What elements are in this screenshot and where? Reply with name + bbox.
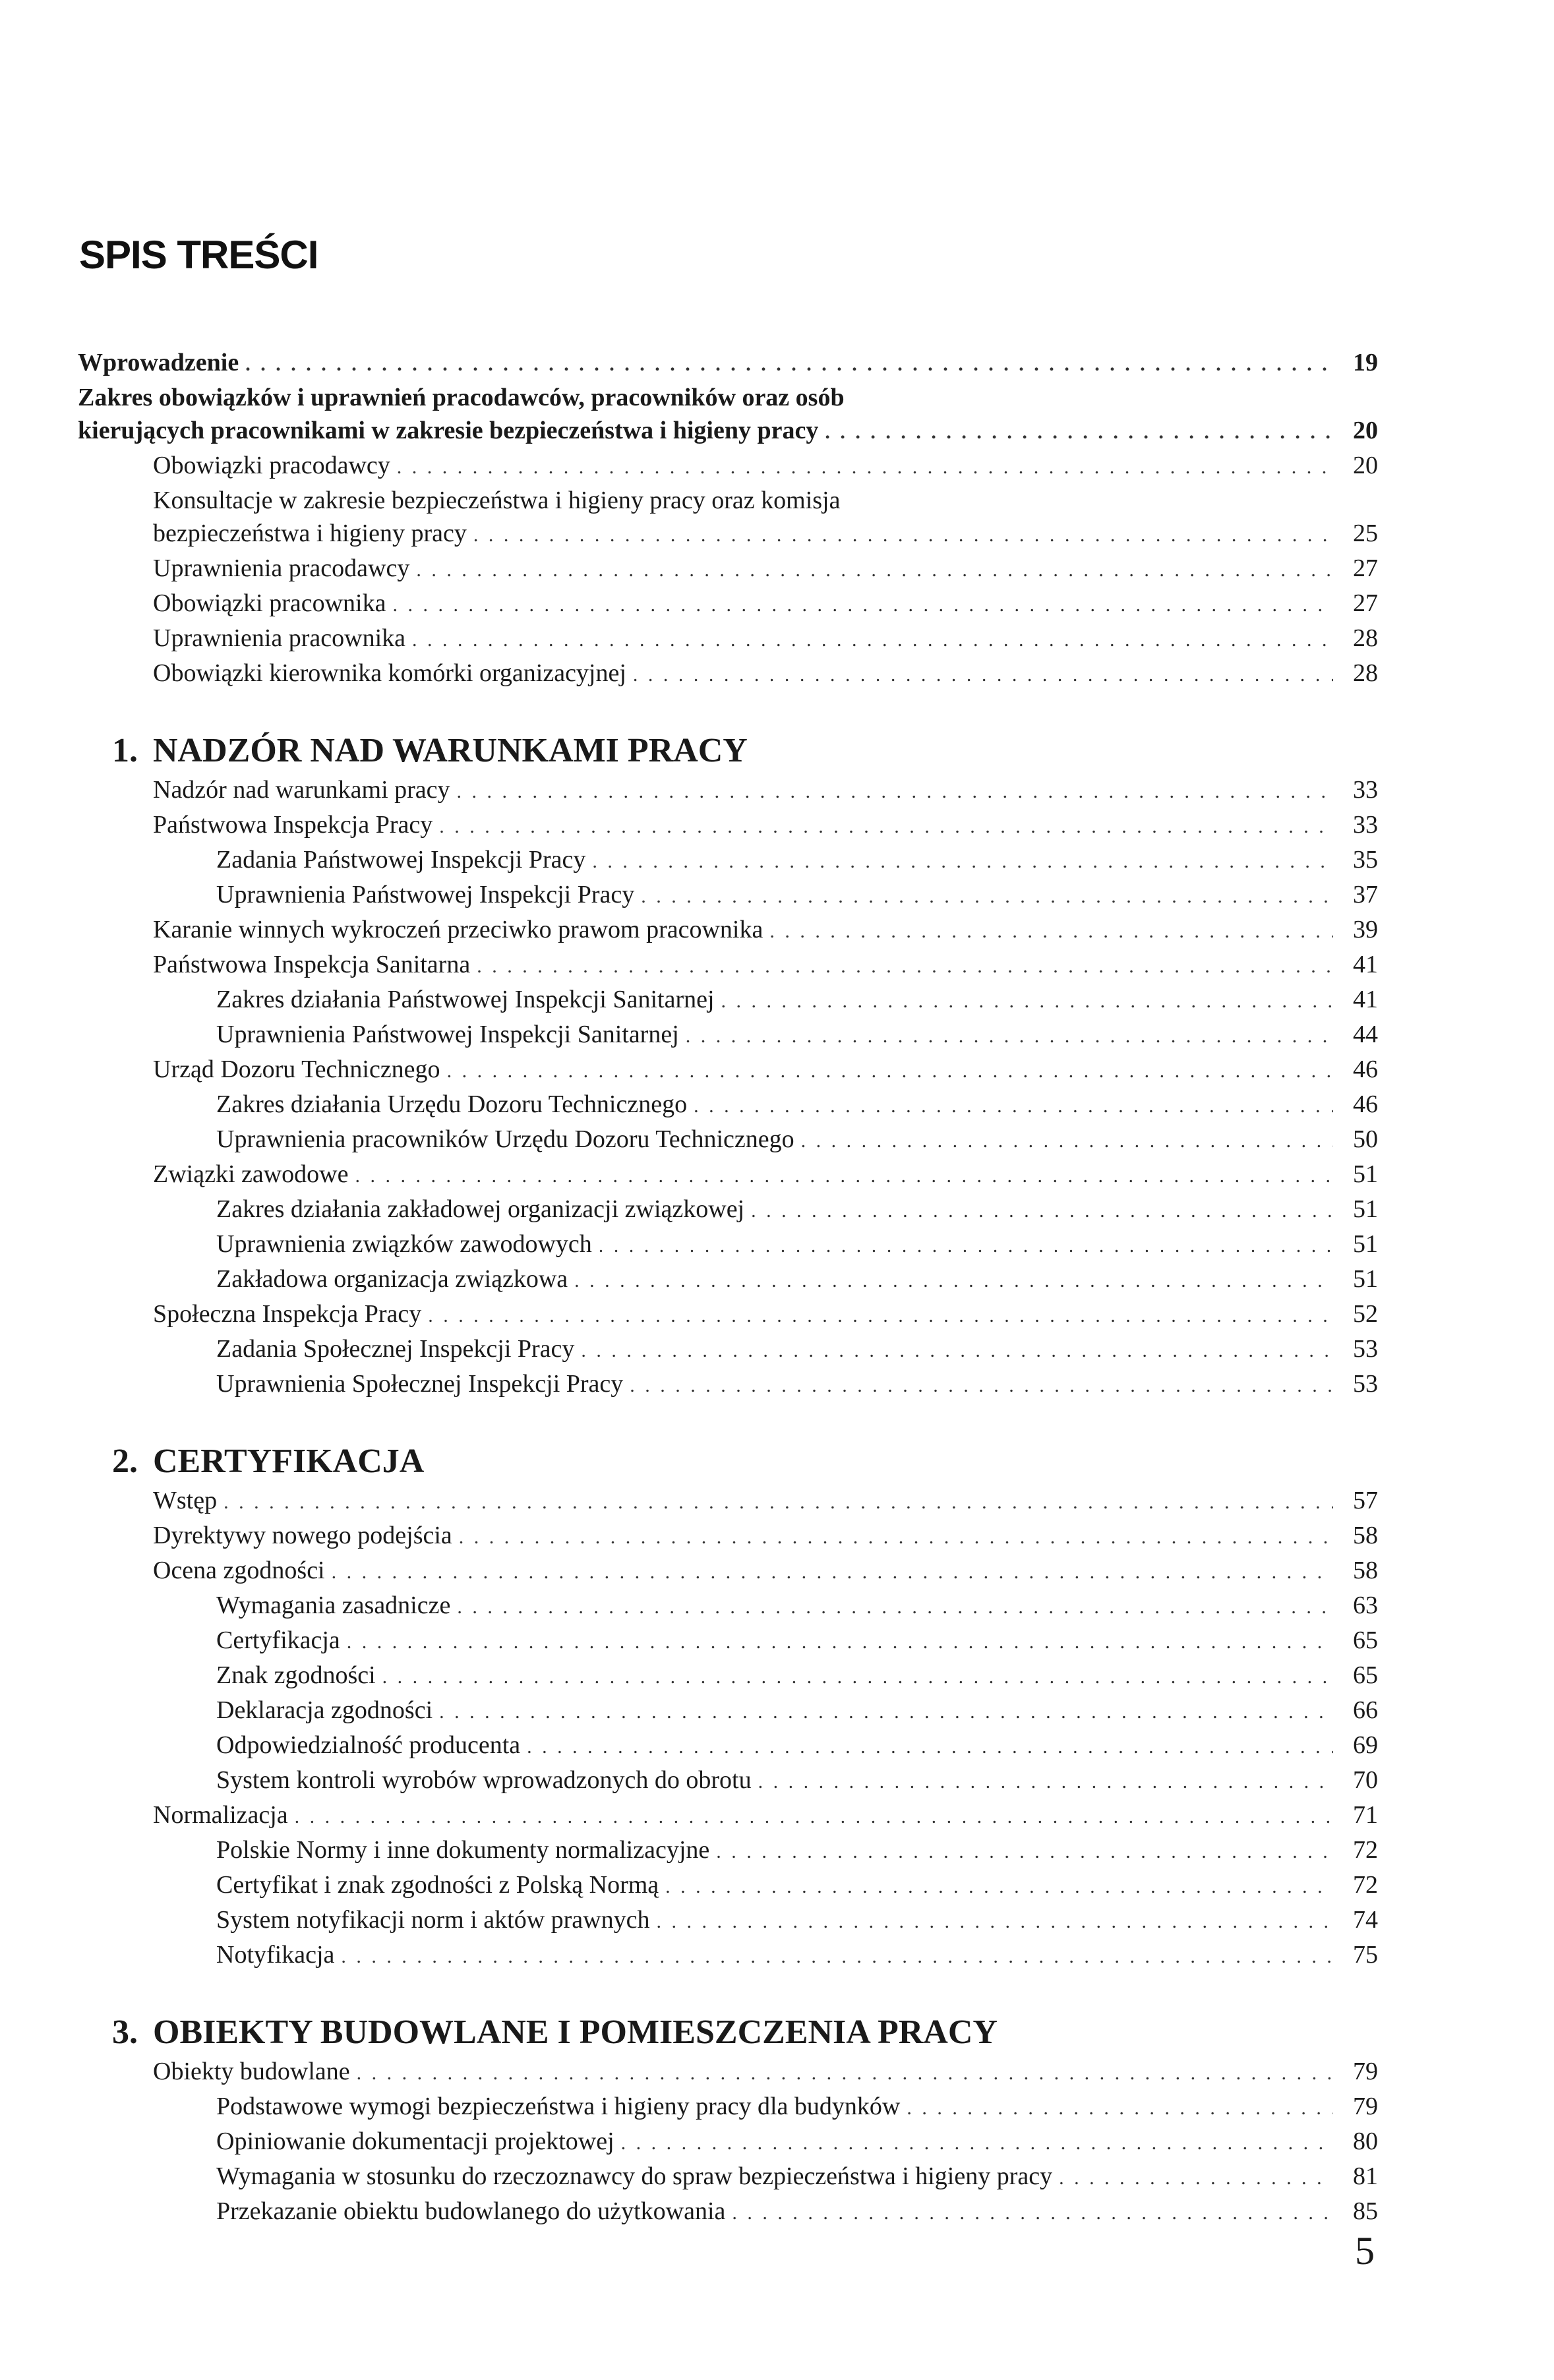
toc-entry bbox=[78, 1589, 1378, 1624]
toc-entry-label: Zakres działania Urzędu Dozoru Technicznego bbox=[216, 1090, 688, 1118]
dot-leader bbox=[599, 1230, 1333, 1263]
toc-entry bbox=[78, 1053, 1378, 1088]
dot-leader bbox=[769, 915, 1333, 948]
toc-page-number: 33 bbox=[1353, 776, 1378, 804]
dot-leader bbox=[412, 624, 1333, 657]
toc-entry bbox=[78, 948, 1378, 983]
toc-page-number: 41 bbox=[1353, 951, 1378, 978]
toc-entry bbox=[78, 1297, 1378, 1332]
toc-entry bbox=[78, 1228, 1378, 1263]
dot-leader bbox=[641, 880, 1333, 913]
toc-entry bbox=[78, 1018, 1378, 1053]
toc-page-number: 19 bbox=[1353, 349, 1378, 376]
toc-entry-label: Zakładowa organizacja związkowa bbox=[216, 1265, 568, 1293]
toc-entry-label: Urząd Dozoru Technicznego bbox=[153, 1056, 440, 1083]
toc-entry-label: Deklaracja zgodności bbox=[216, 1696, 433, 1724]
chapter-title: CERTYFIKACJA bbox=[153, 1443, 425, 1480]
toc-entry bbox=[78, 1263, 1378, 1297]
toc-entry bbox=[78, 1554, 1378, 1589]
toc-entry-label: Uprawnienia Państwowej Inspekcji Pracy bbox=[216, 881, 635, 908]
toc-page-number: 37 bbox=[1353, 881, 1378, 908]
toc-entry-label: Konsultacje w zakresie bezpieczeństwa i higieny pracy oraz komisja bbox=[153, 487, 841, 514]
toc-entry bbox=[78, 1484, 1378, 1519]
chapter-title: OBIEKTY BUDOWLANE I POMIESZCZENIA PRACY bbox=[153, 2013, 998, 2051]
dot-leader bbox=[447, 1055, 1333, 1088]
toc-entry-label: Wstęp bbox=[153, 1487, 218, 1514]
dot-leader bbox=[527, 1731, 1333, 1764]
toc-page-number: 41 bbox=[1353, 986, 1378, 1013]
chapter-heading-1 bbox=[78, 731, 1378, 771]
toc-entry bbox=[78, 2195, 1378, 2230]
toc-page-number: 79 bbox=[1353, 2093, 1378, 2120]
dot-leader bbox=[621, 2127, 1333, 2160]
toc-page-number: 66 bbox=[1353, 1696, 1378, 1724]
toc-entry-scope-line1: Zakres obowiązków i uprawnień pracodawców, pracowników oraz osób bbox=[78, 384, 845, 411]
toc-entry-label: Notyfikacja bbox=[216, 1941, 335, 1969]
dot-leader bbox=[732, 2197, 1333, 2230]
toc-entry bbox=[78, 1833, 1378, 1868]
toc-entry-label: Certyfikacja bbox=[216, 1626, 340, 1654]
toc-page-number: 57 bbox=[1353, 1487, 1378, 1514]
dot-leader bbox=[347, 1626, 1333, 1659]
dot-leader bbox=[295, 1800, 1333, 1833]
toc-entry bbox=[78, 2090, 1378, 2125]
toc-page-number: 35 bbox=[1353, 846, 1378, 874]
toc-page-number: 72 bbox=[1353, 1871, 1378, 1899]
toc-page-number: 63 bbox=[1353, 1592, 1378, 1619]
toc-entry-label: Podstawowe wymogi bezpieczeństwa i higieny pracy dla budynków bbox=[216, 2093, 901, 2120]
toc-entry bbox=[78, 808, 1378, 843]
dot-leader bbox=[428, 1299, 1333, 1332]
toc-entry-label: Państwowa Inspekcja Pracy bbox=[153, 811, 433, 839]
dot-leader bbox=[457, 1591, 1333, 1624]
toc-entry-label: Wymagania w stosunku do rzeczoznawcy do spraw bezpieczeństwa i higieny pracy bbox=[216, 2162, 1053, 2190]
toc-entry bbox=[78, 657, 1378, 692]
toc-page-number: 51 bbox=[1353, 1230, 1378, 1258]
chapter-heading-3 bbox=[78, 2013, 1378, 2052]
dot-leader bbox=[245, 348, 1333, 381]
dot-leader bbox=[393, 589, 1334, 622]
toc-page-number: 52 bbox=[1353, 1300, 1378, 1328]
toc-page-number: 20 bbox=[1353, 452, 1378, 479]
toc-entry-label: Normalizacja bbox=[153, 1801, 288, 1829]
dot-leader bbox=[457, 775, 1333, 808]
dot-leader bbox=[592, 845, 1333, 878]
toc-entry bbox=[78, 1799, 1378, 1833]
toc-entry bbox=[78, 1367, 1378, 1402]
toc-page-number: 33 bbox=[1353, 811, 1378, 839]
toc-entry bbox=[78, 1123, 1378, 1158]
toc-entry bbox=[78, 517, 1378, 552]
toc-entry-label: Dyrektywy nowego podejścia bbox=[153, 1522, 452, 1549]
page-title: SPIS TREŚCI bbox=[79, 233, 318, 277]
chapter-number: 1. bbox=[112, 732, 138, 769]
toc-page-number: 69 bbox=[1353, 1731, 1378, 1759]
toc-entry-label: Społeczna Inspekcja Pracy bbox=[153, 1300, 422, 1328]
toc-entry bbox=[78, 1764, 1378, 1799]
toc-entry bbox=[78, 587, 1378, 622]
toc-page-number: 65 bbox=[1353, 1626, 1378, 1654]
toc-page-number: 71 bbox=[1353, 1801, 1378, 1829]
dot-leader bbox=[657, 1905, 1334, 1938]
toc-page-number: 50 bbox=[1353, 1125, 1378, 1153]
dot-leader bbox=[439, 1696, 1333, 1729]
toc-entry-label: Ocena zgodności bbox=[153, 1557, 325, 1584]
toc-entry-label: Związki zawodowe bbox=[153, 1160, 349, 1188]
dot-leader bbox=[825, 416, 1333, 449]
toc-page-number: 20 bbox=[1353, 417, 1378, 444]
toc-entry-label: Uprawnienia Państwowej Inspekcji Sanitarnej bbox=[216, 1021, 679, 1048]
toc-entry-label: Zakres działania zakładowej organizacji związkowej bbox=[216, 1195, 745, 1223]
toc-entry bbox=[78, 1519, 1378, 1554]
toc-entry-label: Karanie winnych wykroczeń przeciwko prawom pracownika bbox=[153, 916, 763, 943]
dot-leader bbox=[357, 2057, 1333, 2090]
toc-entry bbox=[78, 1158, 1378, 1193]
toc-entry bbox=[78, 1729, 1378, 1764]
toc-entry-label: Zadania Państwowej Inspekcji Pracy bbox=[216, 846, 586, 874]
dot-leader bbox=[1059, 2162, 1333, 2195]
toc-page-number: 72 bbox=[1353, 1836, 1378, 1864]
toc-entry bbox=[78, 449, 1378, 484]
toc-entry-label: Opiniowanie dokumentacji projektowej bbox=[216, 2127, 614, 2155]
toc-entry-label: System kontroli wyrobów wprowadzonych do obrotu bbox=[216, 1766, 752, 1794]
toc-entry-label: Uprawnienia pracowników Urzędu Dozoru Technicznego bbox=[216, 1125, 794, 1153]
page-number: 5 bbox=[1355, 2229, 1375, 2273]
toc-entry-label: Zakres działania Państwowej Inspekcji Sanitarnej bbox=[216, 986, 715, 1013]
toc-entry-label: Wprowadzenie bbox=[78, 349, 239, 376]
toc-page-number: 28 bbox=[1353, 659, 1378, 687]
toc-entry bbox=[78, 1659, 1378, 1694]
toc-page-number: 70 bbox=[1353, 1766, 1378, 1794]
toc-page-number: 46 bbox=[1353, 1056, 1378, 1083]
toc-entry bbox=[78, 1624, 1378, 1659]
dot-leader bbox=[332, 1556, 1333, 1589]
dot-leader bbox=[477, 950, 1333, 983]
toc-page-number: 25 bbox=[1353, 520, 1378, 547]
toc-entry bbox=[78, 2055, 1378, 2090]
toc-entry-label: Przekazanie obiektu budowlanego do użytkowania bbox=[216, 2197, 726, 2225]
toc-page-number: 80 bbox=[1353, 2127, 1378, 2155]
toc-page-number: 85 bbox=[1353, 2197, 1378, 2225]
dot-leader bbox=[224, 1486, 1333, 1519]
toc-entry bbox=[78, 1193, 1378, 1228]
toc-entry-scope bbox=[78, 414, 1378, 449]
toc-entry bbox=[78, 1938, 1378, 1973]
toc-entry bbox=[78, 552, 1378, 587]
toc-page-number: 74 bbox=[1353, 1906, 1378, 1934]
toc-entry-label: System notyfikacji norm i aktów prawnych bbox=[216, 1906, 650, 1934]
toc-entry-label: Znak zgodności bbox=[216, 1661, 376, 1689]
toc-page-number: 27 bbox=[1353, 554, 1378, 582]
toc-entry-label: Obowiązki kierownika komórki organizacyjnej bbox=[153, 659, 626, 687]
dot-leader bbox=[439, 810, 1333, 843]
toc-entry-label: Uprawnienia pracodawcy bbox=[153, 554, 410, 582]
toc-entry-label: Obowiązki pracownika bbox=[153, 589, 386, 617]
toc-entry bbox=[78, 2125, 1378, 2160]
toc-entry-label: Zadania Społecznej Inspekcji Pracy bbox=[216, 1335, 575, 1363]
toc-entry bbox=[78, 1088, 1378, 1123]
toc-page-number: 51 bbox=[1353, 1160, 1378, 1188]
dot-leader bbox=[716, 1835, 1333, 1868]
toc-page-number: 81 bbox=[1353, 2162, 1378, 2190]
toc-entry-label: Uprawnienia związków zawodowych bbox=[216, 1230, 592, 1258]
toc-entry-label: Uprawnienia pracownika bbox=[153, 624, 406, 652]
chapter-number: 3. bbox=[112, 2013, 138, 2051]
toc-entry bbox=[78, 983, 1378, 1018]
toc-page-number: 28 bbox=[1353, 624, 1378, 652]
dot-leader bbox=[341, 1940, 1333, 1973]
toc-entry bbox=[78, 1868, 1378, 1903]
toc-entry bbox=[78, 2160, 1378, 2195]
dot-leader bbox=[416, 554, 1333, 587]
toc-page-number: 27 bbox=[1353, 589, 1378, 617]
toc-entry bbox=[78, 843, 1378, 878]
toc-entry bbox=[78, 1903, 1378, 1938]
toc-page-number: 51 bbox=[1353, 1265, 1378, 1293]
toc-entry-label: Wymagania zasadnicze bbox=[216, 1592, 451, 1619]
dot-leader bbox=[665, 1870, 1333, 1903]
toc-page-number: 65 bbox=[1353, 1661, 1378, 1689]
toc-entry-label: Obowiązki pracodawcy bbox=[153, 452, 390, 479]
dot-leader bbox=[397, 451, 1333, 484]
toc-entry-label: bezpieczeństwa i higieny pracy bbox=[153, 520, 467, 547]
toc-page-number: 58 bbox=[1353, 1522, 1378, 1549]
toc-page-number: 79 bbox=[1353, 2058, 1378, 2085]
toc-entry-label: Certyfikat i znak zgodności z Polską Normą bbox=[216, 1871, 659, 1899]
dot-leader bbox=[751, 1195, 1333, 1228]
dot-leader bbox=[758, 1766, 1333, 1799]
toc-page-number: 53 bbox=[1353, 1370, 1378, 1398]
toc-entry-label: Uprawnienia Społecznej Inspekcji Pracy bbox=[216, 1370, 624, 1398]
toc-entry-line1 bbox=[78, 484, 1378, 517]
dot-leader bbox=[633, 659, 1333, 692]
toc-page-number: 53 bbox=[1353, 1335, 1378, 1363]
toc-entry-introduction bbox=[78, 346, 1378, 381]
toc-page-number: 44 bbox=[1353, 1021, 1378, 1048]
toc-page-number: 51 bbox=[1353, 1195, 1378, 1223]
chapter-heading-2 bbox=[78, 1442, 1378, 1481]
dot-leader bbox=[581, 1334, 1333, 1367]
dot-leader bbox=[574, 1264, 1333, 1297]
toc-entry-label: Odpowiedzialność producenta bbox=[216, 1731, 521, 1759]
toc-entry bbox=[78, 1332, 1378, 1367]
toc-page-number: 46 bbox=[1353, 1090, 1378, 1118]
toc-entry-label: Państwowa Inspekcja Sanitarna bbox=[153, 951, 471, 978]
dot-leader bbox=[907, 2092, 1333, 2125]
toc-entry bbox=[78, 773, 1378, 808]
dot-leader bbox=[382, 1661, 1333, 1694]
dot-leader bbox=[459, 1521, 1333, 1554]
toc-page-number: 75 bbox=[1353, 1941, 1378, 1969]
toc-entry-label: Nadzór nad warunkami pracy bbox=[153, 776, 450, 804]
toc-page-number: 39 bbox=[1353, 916, 1378, 943]
dot-leader bbox=[721, 985, 1333, 1018]
toc-entry bbox=[78, 622, 1378, 657]
toc-page-number: 58 bbox=[1353, 1557, 1378, 1584]
toc-entry-label: Obiekty budowlane bbox=[153, 2058, 350, 2085]
dot-leader bbox=[686, 1020, 1333, 1053]
dot-leader bbox=[473, 519, 1333, 552]
toc-entry bbox=[78, 1694, 1378, 1729]
toc-entry bbox=[78, 878, 1378, 913]
dot-leader bbox=[694, 1090, 1333, 1123]
toc-entry-label: kierujących pracownikami w zakresie bezpieczeństwa i higieny pracy bbox=[78, 417, 819, 444]
table-of-contents bbox=[78, 346, 1378, 2230]
chapter-title: NADZÓR NAD WARUNKAMI PRACY bbox=[153, 732, 748, 769]
dot-leader bbox=[801, 1125, 1333, 1158]
dot-leader bbox=[630, 1369, 1333, 1402]
toc-entry-label: Polskie Normy i inne dokumenty normalizacyjne bbox=[216, 1836, 710, 1864]
dot-leader bbox=[355, 1160, 1334, 1193]
toc-entry bbox=[78, 913, 1378, 948]
chapter-number: 2. bbox=[112, 1443, 138, 1480]
